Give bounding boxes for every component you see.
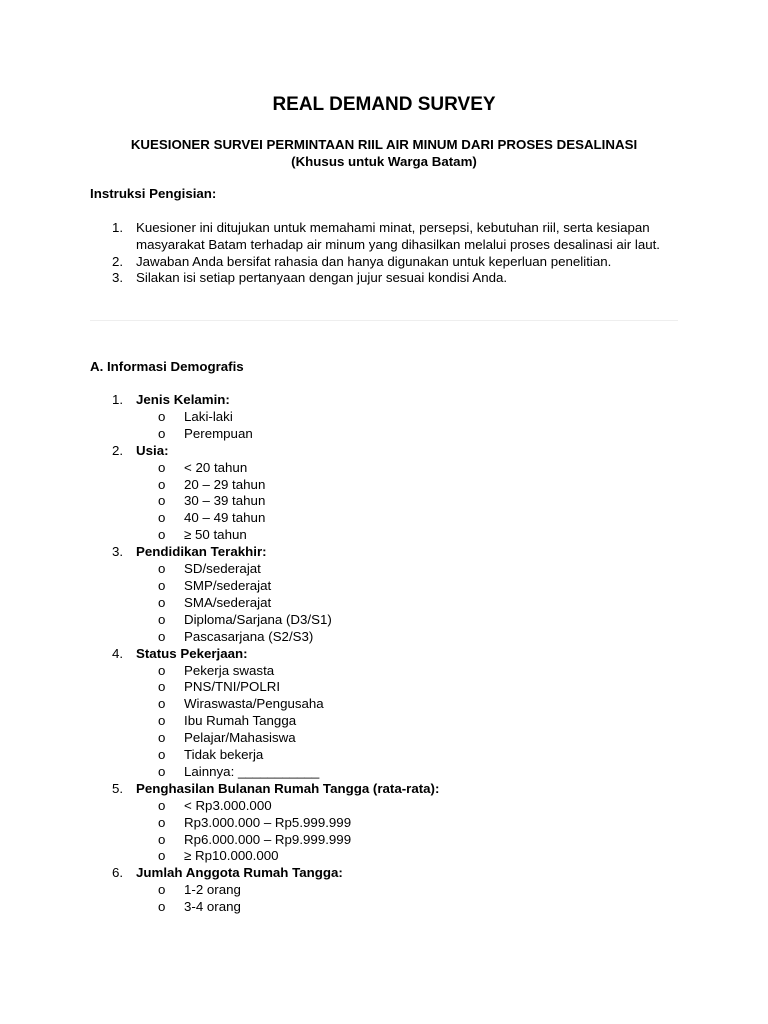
option-label: Pekerja swasta [184,662,275,678]
option-bullet-icon: o [158,831,166,847]
question-number: 4. [112,645,124,661]
question-number: 2. [112,442,124,458]
question-label: Status Pekerjaan: [136,645,248,661]
option-bullet-icon: o [158,882,166,898]
option-bullet-icon: o [158,814,166,830]
option-label: Pascasarjana (S2/S3) [184,628,314,644]
question-label: Usia: [136,442,169,458]
instruction-text: Jawaban Anda bersifat rahasia dan hanya digunakan untuk keperluan penelitian. [136,253,612,269]
subtitle-line-1: KUESIONER SURVEI PERMINTAAN RIIL AIR MINUM DARI PROSES DESALINASI [130,137,638,152]
question-number: 6. [112,865,124,881]
option-bullet-icon: o [158,628,166,644]
answer-option[interactable] [136,493,690,510]
option-list [136,882,690,916]
option-label: Wiraswasta/Pengusaha [184,696,324,712]
answer-option[interactable] [136,747,690,764]
answer-option[interactable] [136,848,690,865]
option-label: PNS/TNI/POLRI [184,679,281,695]
question-item [90,865,690,916]
answer-option[interactable] [136,426,690,443]
option-label: < Rp3.000.000 [184,797,272,813]
option-list [136,561,690,646]
answer-option[interactable] [136,679,690,696]
instruction-item [90,254,690,271]
option-bullet-icon: o [158,510,166,526]
option-bullet-icon: o [158,408,166,424]
question-item [90,443,690,544]
answer-option[interactable] [136,696,690,713]
option-bullet-icon: o [158,459,166,475]
option-label: SD/sederajat [184,561,261,577]
option-bullet-icon: o [158,493,166,509]
option-label: SMP/sederajat [184,577,272,593]
instructions-heading: Instruksi Pengisian: [90,186,217,201]
option-label: Ibu Rumah Tangga [184,713,297,729]
option-bullet-icon: o [158,425,166,441]
option-bullet-icon: o [158,797,166,813]
option-bullet-icon: o [158,611,166,627]
option-label: 40 – 49 tahun [184,510,266,526]
answer-option[interactable] [136,460,690,477]
answer-option[interactable] [136,713,690,730]
question-label: Pendidikan Terakhir: [136,544,267,560]
question-item [90,781,690,866]
answer-option[interactable] [136,815,690,832]
question-label: Penghasilan Bulanan Rumah Tangga (rata-rata): [136,780,440,796]
answer-option[interactable] [136,612,690,629]
option-label: 3-4 orang [184,899,241,915]
question-number: 5. [112,780,124,796]
answer-option[interactable] [136,527,690,544]
subtitle-line-2: (Khusus untuk Warga Batam) [291,154,477,169]
answer-option[interactable] [136,764,690,781]
answer-option[interactable] [136,882,690,899]
option-label: Laki-laki [184,408,233,424]
answer-option[interactable] [136,477,690,494]
option-label: Diploma/Sarjana (D3/S1) [184,611,332,627]
question-number: 1. [112,392,124,407]
answer-option[interactable] [136,595,690,612]
question-label: Jenis Kelamin: [136,392,230,407]
answer-option[interactable] [136,409,690,426]
question-item [90,392,690,443]
instruction-text: Kuesioner ini ditujukan untuk memahami minat, persepsi, kebutuhan riil, serta kesiapan masyarakat Batam terhadap air minum yang dihasilkan melalui proses desalinasi air laut. [136,220,661,252]
page-title: REAL DEMAND SURVEY [272,94,496,115]
answer-option[interactable] [136,561,690,578]
option-bullet-icon: o [158,561,166,577]
option-label: Pelajar/Mahasiswa [184,730,296,746]
option-label: Lainnya: ___________ [184,763,320,779]
option-bullet-icon: o [158,527,166,543]
option-bullet-icon: o [158,696,166,712]
answer-option[interactable] [136,578,690,595]
question-number: 3. [112,544,124,560]
demographic-questions [90,392,690,916]
option-bullet-icon: o [158,679,166,695]
instruction-text: Silakan isi setiap pertanyaan dengan jujur sesuai kondisi Anda. [136,270,508,286]
instruction-item [90,220,690,254]
option-bullet-icon: o [158,594,166,610]
instruction-number: 1. [112,220,124,235]
instruction-number: 2. [112,253,124,269]
option-list [136,663,690,781]
option-bullet-icon: o [158,730,166,746]
answer-option[interactable] [136,629,690,646]
option-list [136,409,690,443]
option-bullet-icon: o [158,747,166,763]
section-divider [90,320,678,321]
option-label: 30 – 39 tahun [184,493,266,509]
option-label: Perempuan [184,425,253,441]
question-item [90,544,690,645]
option-bullet-icon: o [158,763,166,779]
question-label: Jumlah Anggota Rumah Tangga: [136,865,343,881]
option-bullet-icon: o [158,899,166,915]
option-bullet-icon: o [158,848,166,864]
option-label: Rp6.000.000 – Rp9.999.999 [184,831,352,847]
answer-option[interactable] [136,832,690,849]
instructions-list [90,220,690,287]
option-bullet-icon: o [158,577,166,593]
option-label: ≥ 50 tahun [184,527,247,543]
option-label: ≥ Rp10.000.000 [184,848,279,864]
answer-option[interactable] [136,730,690,747]
answer-option[interactable] [136,899,690,916]
answer-option[interactable] [136,510,690,527]
subtitle [0,136,768,170]
option-bullet-icon: o [158,713,166,729]
option-label: SMA/sederajat [184,594,272,610]
answer-option[interactable] [136,663,690,680]
instruction-item [90,270,690,287]
question-item [90,646,690,781]
option-bullet-icon: o [158,662,166,678]
option-list [136,798,690,866]
option-label: Tidak bekerja [184,747,264,763]
section-a-heading: A. Informasi Demografis [90,359,244,374]
option-label: Rp3.000.000 – Rp5.999.999 [184,814,352,830]
option-list [136,460,690,545]
option-label: 1-2 orang [184,882,241,898]
option-label: < 20 tahun [184,459,248,475]
instruction-number: 3. [112,270,124,286]
answer-option[interactable] [136,798,690,815]
option-label: 20 – 29 tahun [184,476,266,492]
option-bullet-icon: o [158,476,166,492]
